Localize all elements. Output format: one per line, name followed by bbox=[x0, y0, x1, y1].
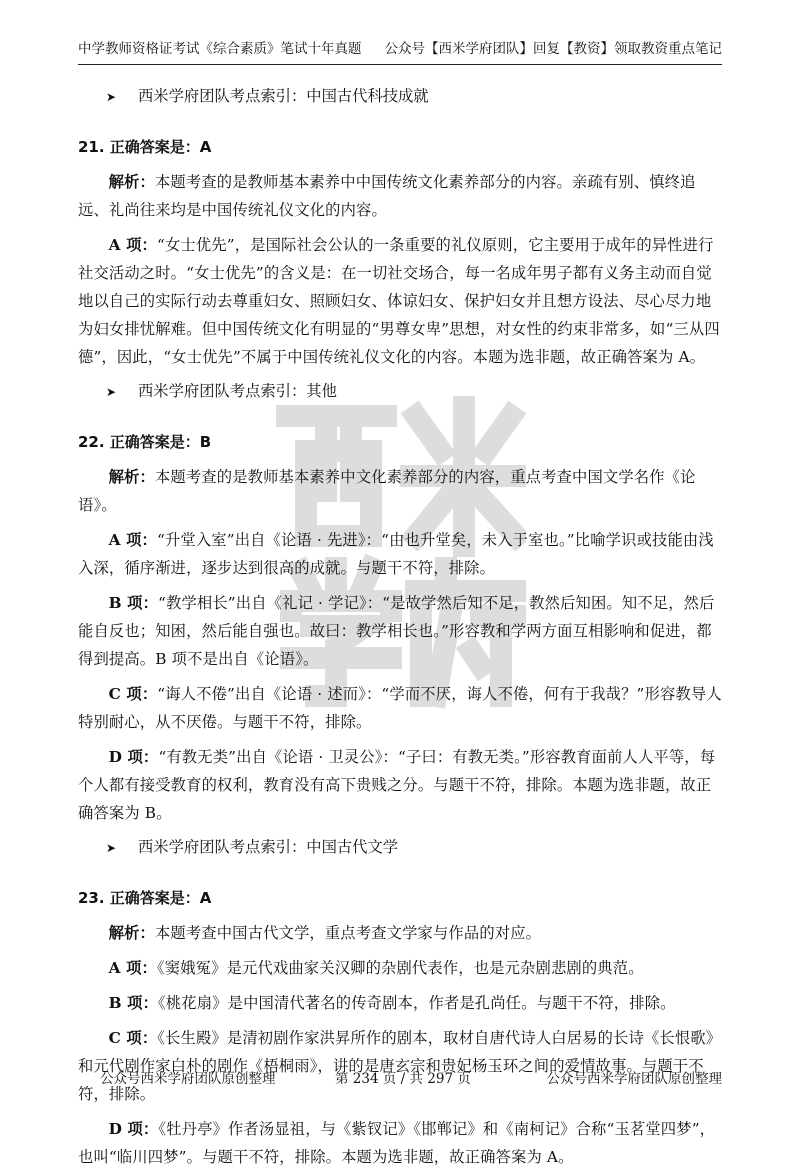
page-number: 第 234 页 / 共 297 页 bbox=[335, 1071, 471, 1087]
index-line: ➤ 西米学府团队考点索引：中国古代文学 bbox=[78, 833, 722, 862]
paragraph: B 项：《桃花扇》是中国清代著名的传奇剧本，作者是孔尚任。与题干不符，排除。 bbox=[108, 994, 676, 1012]
paragraph: D 项：“有教无类”出自《论语 · 卫灵公》：“子曰：有教无类。”形容教育面前人人平等，每个人都有接受教育的权利，教育没有高下贵贱之分。与题干不符，排除。本题为选非题，故正确答案为 B。 bbox=[78, 748, 716, 822]
paragraph: A 项：“女士优先”，是国际社会公认的一条重要的礼仪原则，它主要用于成年的异性进行社交活动之时。“女士优先”的含义是：在一切社交场合，每一名成年男子都有义务主动而自觉地以自己的实际行动去尊重妇女、照顾妇女、体谅妇女、保护妇女并且想方设法、尽心尽力地为妇女排忧解难。但中国传统文化有明显的“男尊女卑”思想，对女性的约束非常多，如“三从四德”，因此，“女士优先”不属于中国传统礼仪文化的内容。本题为选非题，故正确答案为 A。 bbox=[78, 236, 720, 366]
page-body bbox=[78, 76, 722, 1171]
answer-heading: 21. 正确答案是：A bbox=[78, 138, 212, 156]
index-line: ➤ 西米学府团队考点索引：其他 bbox=[78, 377, 722, 406]
paragraph: 解析：本题考查中国古代文学，重点考查文学家与作品的对应。 bbox=[108, 924, 542, 942]
page-header bbox=[78, 34, 722, 65]
paragraph: A 项：《窦娥冤》是元代戏曲家关汉卿的杂剧代表作，也是元杂剧悲剧的典范。 bbox=[108, 959, 644, 977]
arrow-bullet-icon: ➤ bbox=[106, 841, 117, 855]
header-title: 中学教师资格证考试《综合素质》笔试十年真题 bbox=[78, 41, 362, 57]
footer-left: 公众号西米学府团队原创整理 bbox=[100, 1071, 276, 1087]
paragraph: C 项：“诲人不倦”出自《论语 · 述而》：“学而不厌，诲人不倦，何有于我哉？”形容教导人特别耐心，从不厌倦。与题干不符，排除。 bbox=[78, 685, 722, 731]
footer-right: 公众号西米学府团队原创整理 bbox=[546, 1071, 722, 1087]
paragraph: B 项：“教学相长”出自《礼记 · 学记》：“是故学然后知不足，教然后知困。知不足，然后能自反也；知困，然后能自强也。故曰：教学相长也。”形容教和学两方面互相影响和促进，都得到提高。B 项不是出自《论语》。 bbox=[78, 594, 715, 668]
paragraph: C 项：《长生殿》是清初剧作家洪昇所作的剧本，取材自唐代诗人白居易的长诗《长恨歌》和元代剧作家白朴的剧作《梧桐雨》，讲的是唐玄宗和贵妃杨玉环之间的爱情故事。与题干不符，排除。 bbox=[78, 1029, 722, 1103]
paragraph: 解析：本题考查的是教师基本素养中文化素养部分的内容，重点考查中国文学名作《论语》。 bbox=[78, 468, 696, 514]
paragraph: D 项：《牡丹亭》作者汤显祖，与《紫钗记》《邯郸记》和《南柯记》合称“玉茗堂四梦”，也叫“临川四梦”。与题干不符，排除。本题为选非题，故正确答案为 A。 bbox=[78, 1120, 716, 1166]
answer-heading: 23. 正确答案是：A bbox=[78, 889, 212, 907]
paragraph: 解析：本题考查的是教师基本素养中中国传统文化素养部分的内容。亲疏有别、慎终追远、礼尚往来均是中国传统礼仪文化的内容。 bbox=[78, 173, 696, 219]
answer-heading: 22. 正确答案是：B bbox=[78, 433, 212, 451]
paragraph: A 项：“升堂入室”出自《论语 · 先进》：“由也升堂矣，未入于室也。”比喻学识或技能由浅入深，循序渐进，逐步达到很高的成就。与题干不符，排除。 bbox=[78, 531, 714, 577]
arrow-bullet-icon: ➤ bbox=[106, 90, 117, 104]
arrow-bullet-icon: ➤ bbox=[106, 385, 117, 399]
index-line: ➤ 西米学府团队考点索引：中国古代科技成就 bbox=[78, 82, 722, 111]
header-promo: 公众号【西米学府团队】回复【教资】领取教资重点笔记 bbox=[384, 41, 722, 57]
